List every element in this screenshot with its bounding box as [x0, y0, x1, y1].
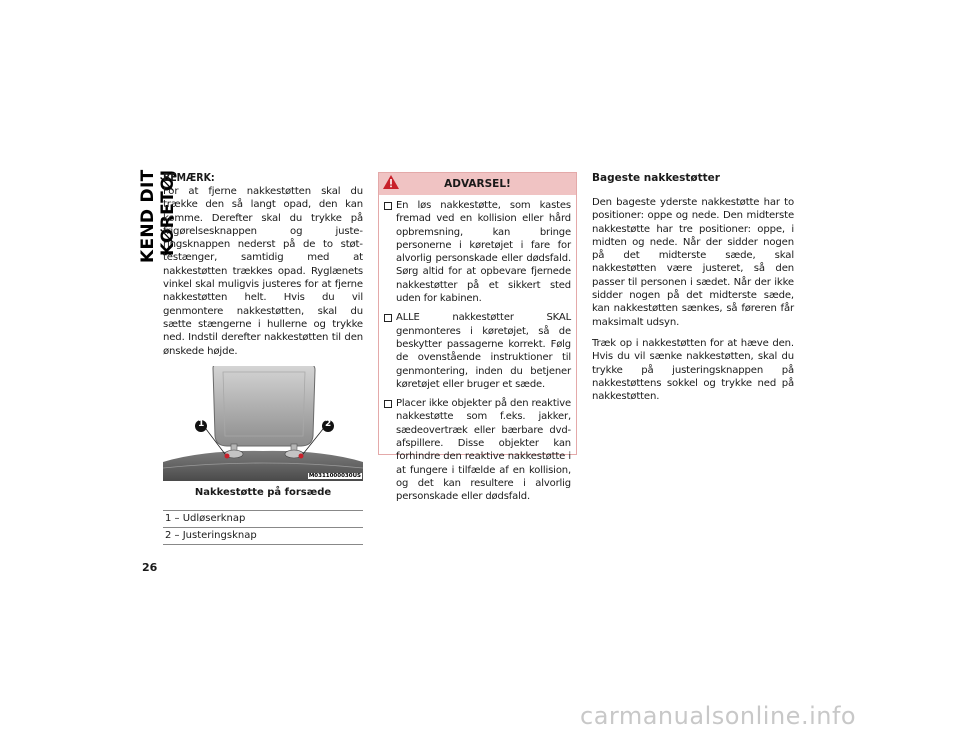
legend-row: 2 – Justeringsknap	[163, 528, 363, 545]
warning-box	[378, 172, 577, 503]
callout-1: 1	[198, 418, 205, 429]
legend-row: 1 – Udløserknap	[163, 511, 363, 528]
warning-triangle-icon	[383, 175, 399, 189]
square-bullet-icon	[384, 400, 392, 408]
warning-item	[384, 199, 571, 305]
headrest-illustration	[163, 366, 363, 481]
warning-title: ADVARSEL!	[444, 178, 511, 190]
warning-item	[384, 311, 571, 391]
note-column	[163, 172, 363, 545]
section-paragraph: Træk op i nakkestøtten for at hæve den. Hvis du vil sænke nakkestøtten, skal du trykke på justeringsknappen på nakkestøttens sokkel og trykke ned på nakkestøtten.	[592, 337, 794, 403]
section-title: Bageste nakkestøtter	[592, 172, 720, 184]
section-paragraph: Den bageste yderste nakkestøtte har to positioner: oppe og nede. Den midterste nakkestøtte har tre positioner: oppe, i midten og nede. Når der sidder nogen på det midterste sæde, skal nakkestøtten være justeret, så den passer til personen i sædet. Når der ikke sidder nogen på det midterste sæde, kan nakkestøtten sænkes, så føreren får maksimalt udsyn.	[592, 197, 794, 328]
warning-item-text: ALLE nakkestøtter SKAL genmonteres i køretøjet, så de beskytter passagerne korrekt. Følg de ovenstående instruktioner til genmontering, inden du betjener køretøjet eller bruger et sæde.	[396, 312, 571, 390]
watermark: carmanualsonline.info	[580, 702, 857, 730]
warning-list	[379, 195, 576, 504]
warning-item-text: Placer ikke objekter på den reaktive nakkestøtte som f.eks. jakker, sædeovertræk eller bærbare dvd-afspillere. Disse objekter kan forhindre den reaktive nakkestøtte i at fungere i tilfælde af en kollision, og det kan resultere i alvorlig personskade eller dødsfald.	[396, 398, 571, 503]
square-bullet-icon	[384, 202, 392, 210]
headrest-figure	[163, 366, 363, 481]
warning-header	[379, 173, 576, 195]
rear-headrest-section	[592, 172, 794, 411]
warning-item	[384, 397, 571, 503]
note-text: For at fjerne nakkestøtten skal du trække den så langt opad, den kan komme. Derefter skal du trykke på frigørelsesknappen og justeringsknappen nederst på de to støttestænger, samtidig med at nakkestøtten trækkes opad. Ryglænets vinkel skal muligvis justeres for at fjerne nakkestøtten helt. Hvis du vil genmontere nakkestøtten, skal du sætte stængerne i hullerne og trykke ned. Indstil derefter nakkestøtten til den ønskede højde.	[163, 186, 363, 357]
note-label: BEMÆRK:	[163, 172, 215, 184]
figure-legend	[163, 510, 363, 545]
square-bullet-icon	[384, 314, 392, 322]
warning-item-text: En løs nakkestøtte, som kastes fremad ved en kollision eller hård opbremsning, kan bringe personerne i køretøjet i fare for alvorlig personskade eller dødsfald. Sørg altid for at opbevare fjernede nakkestøtter på et sikkert sted uden for kabinen.	[396, 200, 571, 305]
page-number: 26	[142, 561, 158, 574]
callout-2: 2	[325, 418, 332, 429]
figure-code: M0311000030US	[308, 472, 361, 479]
section-side-title: KEND DIT KØRETØJ	[138, 170, 178, 264]
figure-caption: Nakkestøtte på forsæde	[194, 486, 332, 498]
